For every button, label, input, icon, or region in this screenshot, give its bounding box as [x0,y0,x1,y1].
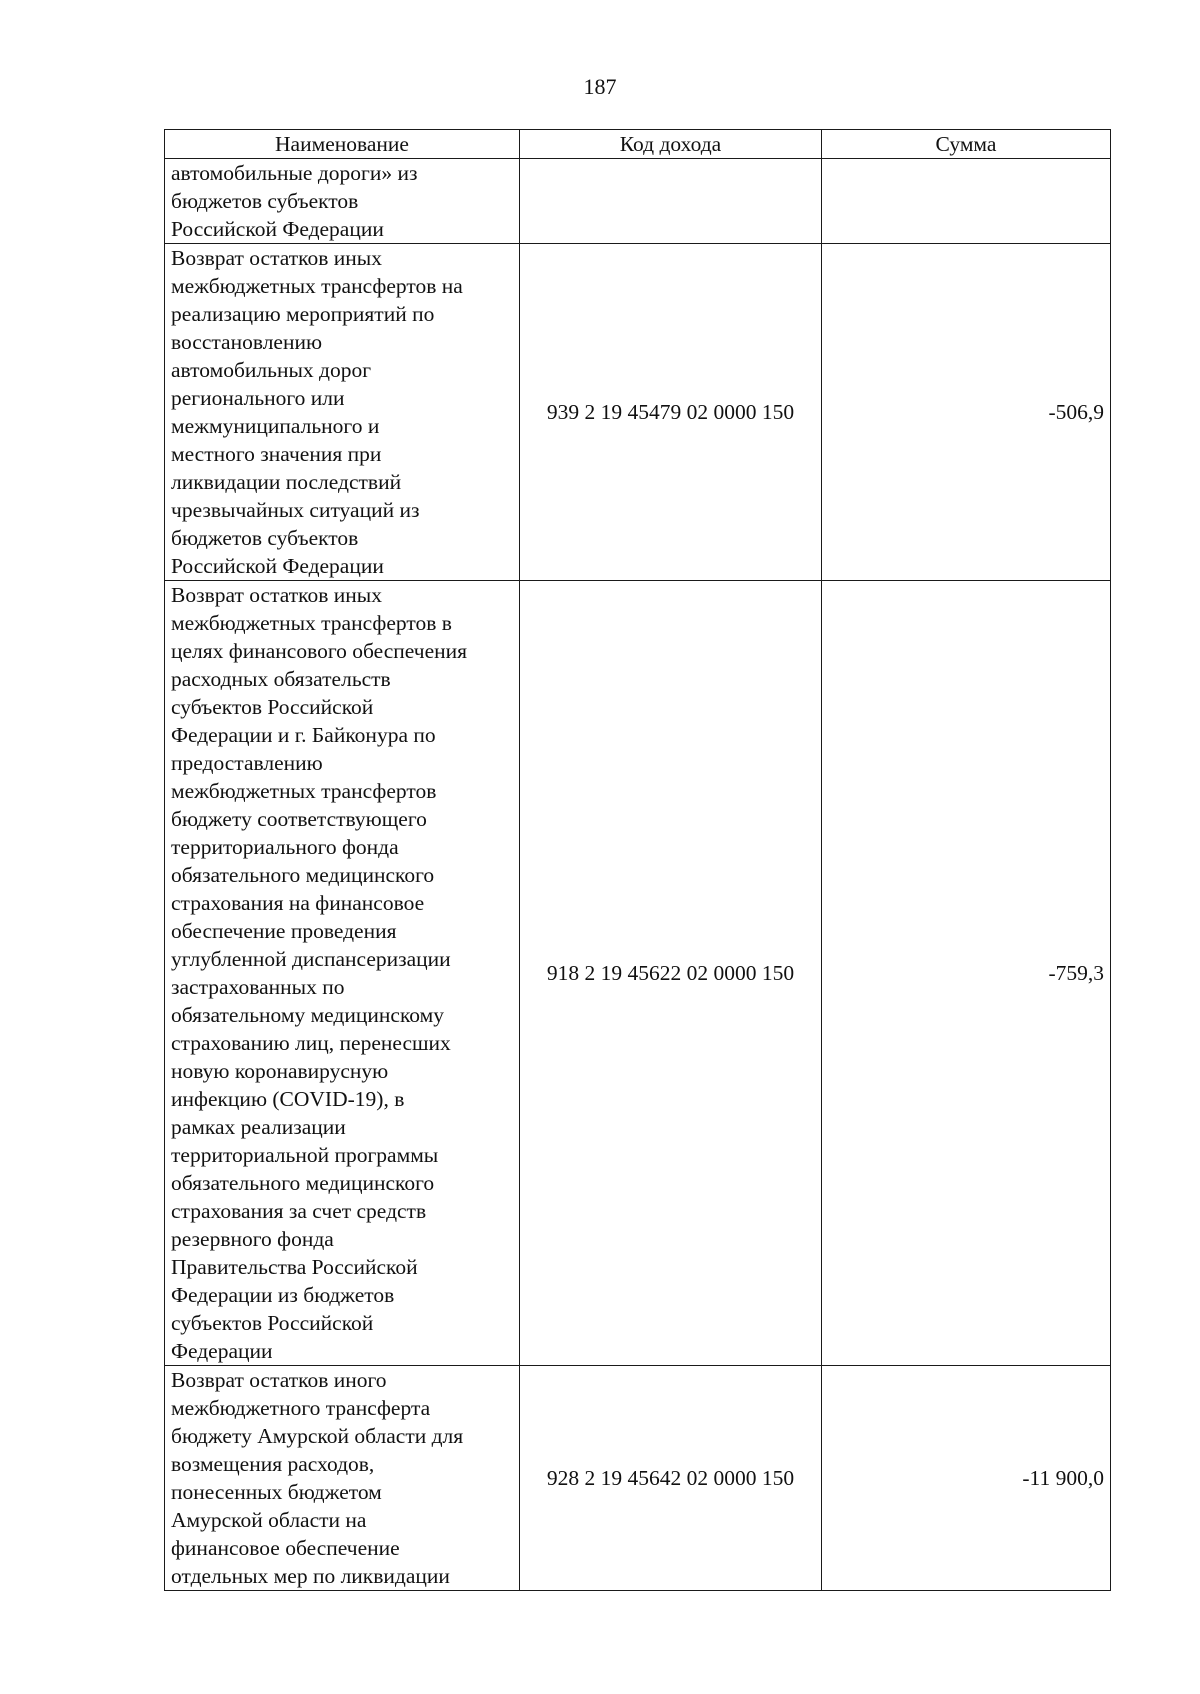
cell-code [520,159,822,244]
name-line: предоставлению [171,751,323,775]
name-line: бюджету соответствующего [171,807,427,831]
name-line: рамках реализации [171,1115,346,1139]
name-line: бюджету Амурской области для [171,1424,464,1448]
name-line: Российской Федерации [171,217,384,241]
name-line: отдельных мер по ликвидации [171,1564,450,1588]
revenue-table [164,129,1111,1591]
cell-code: 939 2 19 45479 02 0000 150 [520,244,822,581]
name-line: межбюджетных трансфертов на [171,274,463,298]
name-line: обязательного медицинского [171,1171,435,1195]
name-line: автомобильных дорог [171,358,372,382]
name-line: страхования за счет средств [171,1199,427,1223]
column-header-name: Наименование [165,130,520,159]
table-row [165,244,1111,581]
name-line: Федерации из бюджетов [171,1283,395,1307]
column-header-sum: Сумма [822,130,1111,159]
cell-code: 928 2 19 45642 02 0000 150 [520,1366,822,1591]
table-row [165,581,1111,1366]
name-line: страхования на финансовое [171,891,425,915]
name-line: возмещения расходов, [171,1452,375,1476]
name-line: Федерации [171,1339,273,1363]
cell-sum: -11 900,0 [822,1366,1111,1591]
name-line: обязательного медицинского [171,863,435,887]
name-line: инфекцию (COVID-19), в [171,1087,405,1111]
name-line: межбюджетного трансферта [171,1396,431,1420]
table-row [165,159,1111,244]
name-line: регионального или [171,386,345,410]
table-row [165,1366,1111,1591]
name-line: местного значения при [171,442,382,466]
name-line: межмуниципального и [171,414,380,438]
name-line: восстановлению [171,330,323,354]
name-line: расходных обязательств [171,667,391,691]
table-body [165,159,1111,1591]
name-line: Возврат остатков иных [171,583,382,607]
name-line: межбюджетных трансфертов [171,779,437,803]
name-line: автомобильные дороги» из [171,161,418,185]
name-line: обязательному медицинскому [171,1003,444,1027]
name-line: страхованию лиц, перенесших [171,1031,451,1055]
name-line: Правительства Российской [171,1255,418,1279]
name-line: понесенных бюджетом [171,1480,382,1504]
name-line: углубленной диспансеризации [171,947,451,971]
cell-code: 918 2 19 45622 02 0000 150 [520,581,822,1366]
cell-sum [822,159,1111,244]
name-line: субъектов Российской [171,695,374,719]
cell-name [165,244,520,581]
name-line: Возврат остатков иных [171,246,382,270]
column-header-code: Код дохода [520,130,822,159]
cell-name [165,581,520,1366]
table-header-row [165,130,1111,159]
name-line: резервного фонда [171,1227,334,1251]
name-line: реализацию мероприятий по [171,302,435,326]
name-line: целях финансового обеспечения [171,639,468,663]
name-line: бюджетов субъектов [171,526,359,550]
name-line: чрезвычайных ситуаций из [171,498,420,522]
name-line: территориального фонда [171,835,399,859]
name-line: межбюджетных трансфертов в [171,611,452,635]
name-line: Амурской области на [171,1508,367,1532]
name-line: Федерации и г. Байконура по [171,723,436,747]
name-line: ликвидации последствий [171,470,402,494]
cell-name [165,1366,520,1591]
name-line: Возврат остатков иного [171,1368,387,1392]
name-line: застрахованных по [171,975,345,999]
name-line: финансовое обеспечение [171,1536,400,1560]
name-line: бюджетов субъектов [171,189,359,213]
page-number: 187 [583,74,617,99]
cell-name [165,159,520,244]
cell-sum: -506,9 [822,244,1111,581]
name-line: Российской Федерации [171,554,384,578]
name-line: территориальной программы [171,1143,439,1167]
name-line: обеспечение проведения [171,919,397,943]
cell-sum: -759,3 [822,581,1111,1366]
name-line: новую коронавирусную [171,1059,389,1083]
name-line: субъектов Российской [171,1311,374,1335]
